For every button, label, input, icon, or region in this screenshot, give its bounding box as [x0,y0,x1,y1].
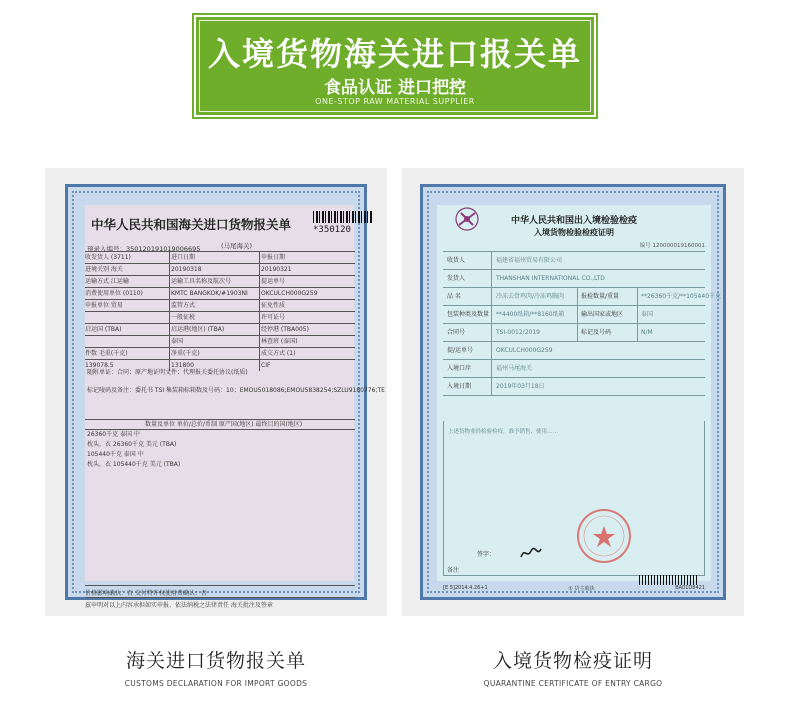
customs-grid-cell: 成交方式 (1) [259,348,355,359]
customs-grid-row [85,287,355,299]
declaration-statement: 兹申明对以上内容承担如实申报、依法纳税之法律责任 海关批注及签章 [85,597,355,609]
customs-grid-cell: 监管方式 [169,300,259,311]
caption-quarantine-zh: 入境货物检疫证明 [492,650,653,672]
customs-grid-cell: 运输工具名称及航次号 [169,276,259,287]
customs-grid-cell: 征免性质 [259,300,355,311]
quarantine-field-label: 提/运单号 [443,342,492,359]
customs-grid-row [85,311,355,323]
customs-grid-cell: CIF [259,360,355,371]
quarantine-field-label: 入境口岸 [443,360,492,377]
attachments-line: 随附单证：合同；原产地证明文件；代理报关委托协议(纸质) [87,369,248,376]
customs-grid-cell: 泰国 [169,336,259,347]
quarantine-document-panel [402,168,744,616]
customs-grid-cell: 提运单号 [259,276,355,287]
quarantine-field-label: 收货人 [443,252,492,269]
banner-title: 入境货物海关进口报关单 [207,35,582,73]
barcode-icon [313,211,373,223]
quarantine-field-value: TSI-0012/2019 [496,329,540,336]
goods-row: 105440千克 泰国 中 [87,451,144,458]
quarantine-field-value: 2019年03月18日 [496,383,545,390]
caption-customs [100,646,332,688]
customs-document-panel [45,168,387,616]
customs-grid-cell: 进口日期 [169,252,259,263]
quarantine-grid-row [443,288,722,306]
customs-doc-number: *350120 [313,225,351,235]
customs-grid-cell: 进境关别 海关 [85,266,123,273]
quarantine-field-value: 冷冻去骨鸡肉/冷冻鸡胸肉 [496,293,565,300]
header-banner [194,15,596,117]
goods-table-header: 数量及单位 单价/总价/币制 原产国(地区) 最终目的国(地区) [85,419,355,430]
customs-grid-cell: 净重(千克) [169,348,259,359]
customs-grid-cell: OKCULCH000G259 [259,288,355,299]
price-confirmation-line: 价格影响确认：否 支付特许权使用费确认：否 [85,585,355,597]
quarantine-field-label: 报检数量/重量 [577,288,638,305]
note-label: 备注 [447,567,460,574]
customs-grid-row [85,299,355,311]
pre-entry-number: 预录入编号：350120191019006695 [87,245,201,253]
goods-row: 26360千克 泰国 中 [87,431,140,438]
customs-grid-row [85,251,355,263]
quarantine-grid-row [443,306,705,324]
quarantine-field-label: 合同号 [443,324,492,341]
customs-form-title: 中华人民共和国海关进口货物报关单 [91,217,292,232]
banner-subtitle: 食品认证 进口把控 [324,78,466,98]
quarantine-field-value: 泰国 [641,311,654,318]
quarantine-title-sub: 入境货物检验检疫证明 [534,228,614,237]
quarantine-number: 编号 120000019160001 [639,243,705,249]
certificate-barcode-icon [639,575,699,585]
customs-grid-row [85,275,355,287]
quarantine-field-value: **4400纸箱/**8160纸箱 [496,311,565,318]
quarantine-field-value: 福州马尾海关 [496,365,533,372]
signature-label: 签字： [477,551,496,558]
customs-declaration-form [85,205,385,609]
caption-customs-en: CUSTOMS DECLARATION FOR IMPORT GOODS [124,679,308,688]
quarantine-grid-row [443,324,705,342]
quarantine-grid-row [443,378,705,396]
footer-copy-label: ① 货主收执 [568,586,595,592]
goods-row: 枕头，衣 26360千克 美元 (TBA) [87,441,177,448]
caption-quarantine-en: QUARANTINE CERTIFICATE OF ENTRY CARGO [483,679,663,688]
banner-english-tagline: ONE-STOP RAW MATERIAL SUPPLIER [315,97,475,106]
quarantine-field-label: 标记及号码 [577,324,638,341]
customs-grid-cell: 申报单位 贸易 [85,302,123,309]
customs-grid-row [85,263,355,275]
customs-grid-cell: 139078.5 [85,362,114,369]
customs-grid-row [85,335,355,347]
quarantine-field-value: N/M [641,329,653,336]
quarantine-certificate-frame [420,184,726,600]
certificate-footer [443,585,705,592]
quarantine-field-value: 福建省福州贸易有限公司 [496,257,563,264]
customs-grid-cell: 一般征税 [169,312,259,323]
customs-grid-cell: 经停港 (TBA005) [259,324,355,335]
customs-grid-cell: 收发货人 (3711) [85,254,131,261]
customs-grid-cell: 许可证号 [259,312,355,323]
quarantine-field-label: 发货人 [443,270,492,287]
customs-grid-cell: KMTC BANGKOK/#1903NI [169,288,259,299]
official-seal-icon [575,507,633,565]
quarantine-field-value: **26360千克/**105440千克 [641,293,722,300]
customs-field-grid [85,251,355,371]
customs-grid-cell: 20190318 [169,264,259,275]
customs-grid-cell: 林查班 (泰国) [259,336,355,347]
quarantine-field-label: 输出国家或地区 [577,306,638,323]
quarantine-certificate-form [437,205,722,592]
quarantine-field-label: 入境日期 [443,378,492,395]
quarantine-remark-text: 上述货物业经检验检疫，准予销售、使用…… [448,429,559,435]
handwritten-signature-icon [519,545,543,561]
customs-grid-cell: 20190321 [259,264,355,275]
customs-grid-row [85,347,355,359]
quarantine-field-grid [443,251,722,396]
customs-grid-cell: 启运港(地区) (TBA) [169,324,259,335]
customs-certificate-frame [65,184,385,609]
customs-grid-cell: 131800 [169,360,259,371]
quarantine-field-label: 品 名 [443,288,492,305]
goods-table [85,419,355,470]
footer-serial: BA01D8421 [675,585,705,591]
customs-grid-cell: 件数 毛重(千克) [85,350,128,357]
customs-grid-cell: 消费使用单位 (0110) [85,290,143,297]
quarantine-title-main: 中华人民共和国出入境检验检疫 [510,216,637,226]
quarantine-grid-row [443,360,705,378]
marks-line: 标记唛码及备注：委托书 TSI 集装箱标箱数及号码：10；EMOU5018086;EMOU5838254;SZLU9180776;TE [87,387,385,394]
customs-grid-row [85,323,355,335]
customs-grid-cell [85,312,169,323]
customs-grid-cell: 申报日期 [259,252,355,263]
quarantine-grid-row [443,252,705,270]
goods-row: 枕头，衣 105440千克 美元 (TBA) [87,461,181,468]
caption-customs-zh: 海关进口货物报关单 [125,650,306,672]
caption-quarantine [457,646,689,688]
quarantine-field-value: OKCULCH000G259 [496,347,553,354]
customs-grid-cell: 运输方式 江运输 [85,278,129,285]
customs-grid-cell [85,336,169,347]
quarantine-grid-row [443,342,705,360]
footer-form-code: [E 5]2014.4.26+1 [443,585,488,591]
customs-port: (马尾海关) [221,242,253,250]
quarantine-field-label: 包装种类及数量 [443,306,492,323]
quarantine-field-value: THANSHAN INTERNATIONAL CO.,LTD [496,275,605,282]
customs-grid-cell: 启运国 (TBA) [85,326,122,333]
quarantine-grid-row [443,270,705,288]
